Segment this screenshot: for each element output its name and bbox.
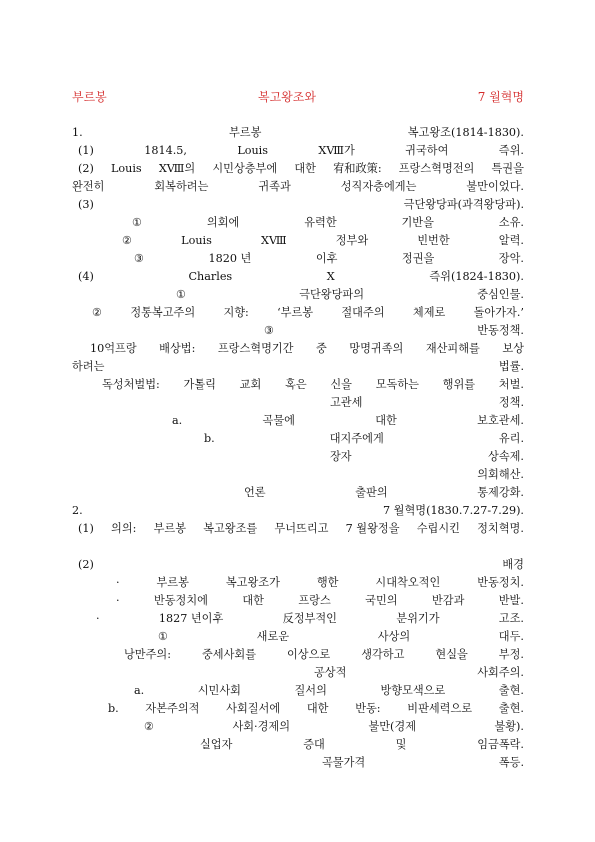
header-left-text: 부르봉 (72, 90, 107, 104)
text-line (78, 142, 524, 160)
line-word: 통제강화. (477, 486, 524, 499)
line-word: 의의: (111, 522, 137, 535)
line-word: 중심인물. (477, 288, 524, 301)
line-word: · (116, 594, 120, 607)
line-word: · (96, 612, 100, 625)
text-line (158, 628, 524, 646)
line-word: 무너뜨리고 (274, 522, 329, 535)
line-word: 배상법: (159, 342, 196, 355)
text-line (244, 484, 524, 502)
line-word: ① (176, 288, 187, 301)
text-line (72, 466, 524, 484)
line-word: 부정. (498, 648, 524, 661)
line-word: 절대주의 (341, 306, 385, 319)
line-word: 하려는 (72, 360, 105, 373)
line-word: 사회주의. (477, 666, 524, 679)
text-line (72, 178, 524, 196)
line-word: 反정부적인 (282, 612, 337, 625)
line-word: 대한 (294, 162, 316, 175)
text-line (78, 196, 524, 214)
line-word: a. (172, 414, 183, 427)
line-word: 새로운 (256, 630, 290, 643)
line-word: 배경 (502, 558, 524, 571)
line-word: 질서의 (294, 684, 327, 697)
line-word: Louis (181, 234, 212, 247)
line-word: 모독하는 (375, 378, 419, 391)
line-word: b. (108, 702, 119, 715)
line-word: 복고왕조를 (203, 522, 258, 535)
line-word: 알력. (498, 234, 524, 247)
line-word: 시민사회 (197, 684, 241, 697)
text-line (78, 556, 524, 574)
line-word: XⅧ (260, 234, 287, 247)
line-word: 극단왕당파의 (299, 288, 365, 301)
line-word: X (326, 270, 335, 283)
header-right-text: 7 월혁명 (477, 90, 524, 104)
text-line (204, 430, 524, 448)
line-word: 장악. (498, 252, 524, 265)
line-word: 고조. (498, 612, 524, 625)
line-word: 분위기가 (396, 612, 440, 625)
line-word: 특권을 (491, 162, 524, 175)
line-word: 1820 년 (208, 252, 252, 265)
text-line (314, 664, 524, 682)
line-word: 1814.5, (144, 144, 187, 157)
line-word: 곡물가격 (322, 756, 366, 769)
line-word: 시민상층부에 (212, 162, 278, 175)
line-word: 혹은 (285, 378, 307, 391)
line-word: 반동: (355, 702, 381, 715)
line-word: 정치혁명. (477, 522, 524, 535)
text-line (96, 610, 524, 628)
text-line (330, 394, 524, 412)
text-line (176, 286, 524, 304)
line-word: 재산피해를 (425, 342, 480, 355)
line-word: 불황). (494, 720, 524, 733)
line-word: 복고왕조(1814-1830). (407, 126, 524, 139)
text-line (132, 214, 524, 232)
line-word: 귀국하여 (405, 144, 449, 157)
line-word: 망명귀족의 (349, 342, 404, 355)
line-word: Charles (188, 270, 233, 283)
line-word: 의회해산. (477, 468, 524, 481)
line-word: 프랑스 (298, 594, 331, 607)
line-word: 사회질서에 (226, 702, 281, 715)
line-word: 수립시킨 (416, 522, 460, 535)
line-word: 생각하고 (361, 648, 405, 661)
line-word: ① (132, 216, 143, 229)
line-word: XⅧ의 (158, 162, 196, 175)
line-word: 7 월혁명(1830.7.27-7.29). (382, 504, 524, 517)
line-word: 대지주에게 (329, 432, 384, 445)
text-line (72, 502, 524, 520)
line-word: 7 월왕정을 (345, 522, 400, 535)
line-word: 체제로 (412, 306, 446, 319)
line-word: ② (122, 234, 133, 247)
line-word: 즉위(1824-1830). (429, 270, 524, 283)
line-word: 완전히 (72, 180, 105, 193)
line-word: ① (158, 630, 169, 643)
line-word: 처벌. (498, 378, 524, 391)
line-word: 2. (72, 504, 83, 517)
text-line (122, 232, 524, 250)
text-line (264, 322, 524, 340)
text-line (200, 736, 524, 754)
line-word: 곡물에 (262, 414, 295, 427)
line-word: 언론 (244, 486, 266, 499)
line-word: 행위를 (442, 378, 476, 391)
line-word: Louis (237, 144, 269, 157)
line-word: (2) (78, 162, 94, 175)
running-header (72, 88, 524, 104)
line-word: 기반을 (401, 216, 434, 229)
text-line (116, 592, 524, 610)
text-line (134, 250, 524, 268)
line-word: 극단왕당파(과격왕당파). (403, 198, 524, 211)
text-line (116, 574, 524, 592)
line-word: ‘부르봉 (277, 306, 314, 319)
line-word: 시대착오적인 (375, 576, 441, 589)
line-word: a. (134, 684, 145, 697)
line-word: 정권을 (401, 252, 435, 265)
text-line (90, 340, 524, 358)
line-word: 불만이었다. (466, 180, 524, 193)
line-word: (4) (78, 270, 94, 283)
line-word: 소유. (498, 216, 524, 229)
line-word: 현실을 (435, 648, 468, 661)
line-word: 자본주의적 (145, 702, 200, 715)
line-word: 정부와 (335, 234, 369, 247)
text-line (330, 448, 524, 466)
line-word: 宥和政策: (333, 162, 382, 175)
line-word: 낭만주의: (124, 648, 171, 661)
line-word: 부르봉 (153, 522, 187, 535)
line-word: 폭등. (498, 756, 524, 769)
line-word: 빈번한 (417, 234, 450, 247)
line-word: 출현. (498, 702, 524, 715)
line-word: 중 (315, 342, 327, 355)
line-word: (3) (78, 198, 94, 211)
line-word: 사상의 (377, 630, 411, 643)
text-line (102, 376, 524, 394)
line-word: 실업자 (200, 738, 233, 751)
line-word: 이후 (315, 252, 338, 265)
line-word: 방향모색으로 (380, 684, 446, 697)
line-word: 보호관세. (477, 414, 524, 427)
line-word: 출판의 (355, 486, 388, 499)
line-word: 상속제. (488, 450, 524, 463)
line-word: 신을 (330, 378, 352, 391)
line-word: 고관세 (330, 396, 363, 409)
line-word: 중세사회를 (201, 648, 257, 661)
line-word: 10억프랑 (90, 342, 137, 355)
line-word: 불만(경제 (368, 720, 417, 733)
line-word: 대한 (242, 594, 264, 607)
line-word: 즉위. (498, 144, 524, 157)
line-word: 보상 (502, 342, 524, 355)
line-word: ② (92, 306, 103, 319)
line-word: 반발. (498, 594, 524, 607)
line-word: 유리. (498, 432, 524, 445)
line-word: 장자 (330, 450, 352, 463)
line-word: 행한 (316, 576, 339, 589)
text-line (108, 700, 524, 718)
line-word: 반동정치에 (153, 594, 208, 607)
line-word: 회복하려는 (154, 180, 209, 193)
line-word: 반감과 (431, 594, 465, 607)
line-word: 정책. (498, 396, 524, 409)
text-line (124, 646, 524, 664)
line-word: 임금폭락. (477, 738, 524, 751)
line-word: · (116, 576, 120, 589)
line-word: 출현. (498, 684, 524, 697)
line-word: 국민의 (365, 594, 398, 607)
line-word: 대두. (498, 630, 524, 643)
line-word: (1) (78, 144, 94, 157)
text-line (322, 754, 524, 772)
text-line (144, 718, 524, 736)
line-word: 부르봉 (156, 576, 189, 589)
line-word: ② (144, 720, 155, 733)
line-word: 이상으로 (286, 648, 331, 661)
line-word: 비판세력으로 (407, 702, 473, 715)
text-line (78, 520, 524, 538)
text-line (72, 124, 524, 142)
line-word: 정통복고주의 (130, 306, 196, 319)
line-word: b. (204, 432, 215, 445)
line-word: 의회에 (206, 216, 240, 229)
line-word: 법률. (498, 360, 524, 373)
line-word: (1) (78, 522, 94, 535)
text-line (78, 268, 524, 286)
line-word: ③ (264, 324, 275, 337)
line-word: 가톨릭 (183, 378, 216, 391)
text-line (92, 304, 524, 322)
line-word: 사회·경제의 (232, 720, 291, 733)
line-word: 반동정책. (477, 324, 524, 337)
line-word: 프랑스혁명기간 (217, 342, 294, 355)
line-word: Louis (110, 162, 142, 175)
line-word: 돌아가자.’ (473, 306, 524, 319)
text-line (134, 682, 524, 700)
line-word: 교회 (239, 378, 262, 391)
line-word: 귀족과 (258, 180, 291, 193)
line-word: 반동정치. (477, 576, 524, 589)
line-word: 독성처벌법: (102, 378, 160, 391)
line-word: 대한 (306, 702, 329, 715)
line-word: ③ (134, 252, 145, 265)
text-line (172, 412, 524, 430)
line-word: 및 (395, 738, 407, 751)
text-line (72, 358, 524, 376)
line-word: 공상적 (314, 666, 347, 679)
line-word: 1827 년이후 (158, 612, 224, 625)
line-word: 유력한 (304, 216, 337, 229)
line-word: 복고왕조가 (225, 576, 280, 589)
line-word: 성직자층에게는 (340, 180, 417, 193)
text-line (78, 160, 524, 178)
line-word: XⅧ가 (318, 144, 355, 157)
line-word: 프랑스혁명전의 (398, 162, 475, 175)
line-word: 1. (72, 126, 83, 139)
line-word: 지향: (223, 306, 249, 319)
line-word: 대한 (375, 414, 397, 427)
line-word: 증대 (303, 738, 325, 751)
line-word: 부르봉 (229, 126, 262, 139)
line-word: (2) (78, 558, 94, 571)
header-center-text: 복고왕조와 (258, 90, 316, 104)
